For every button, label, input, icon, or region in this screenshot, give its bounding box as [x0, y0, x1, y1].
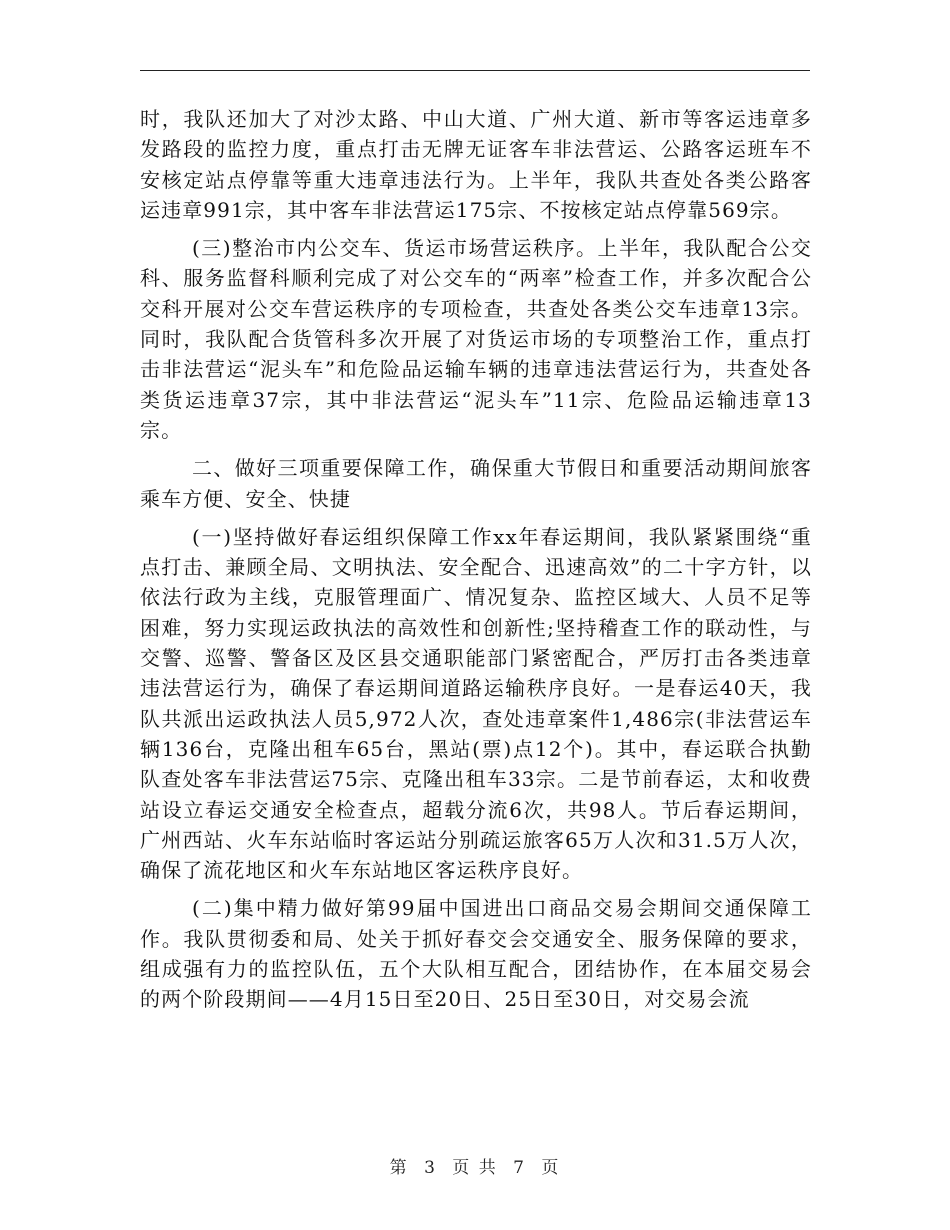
- paragraph-1: 时，我队还加大了对沙太路、中山大道、广州大道、新市等客运违章多发路段的监控力度，重点打击无牌无证客车非法营运、公路客运班车不安核定站点停靠等重大违章违法行为。上半年，我队共查处各类公路客运违章991宗，其中客车非法营运175宗、不按核定站点停靠569宗。: [140, 107, 812, 222]
- paragraph-2: (三)整治市内公交车、货运市场营运秩序。上半年，我队配合公交科、服务监督科顺利完成了对公交车的“两率”检查工作，并多次配合公交科开展对公交车营运秩序的专项检查，共查处各类公交车违章13宗。同时，我队配合货管科多次开展了对货运市场的专项整治工作，重点打击非法营运“泥头车”和危险品运输车辆的违章违法营运行为，共查处各类货运违章37宗，其中非法营运“泥头车”11宗、危险品运输违章13宗。: [140, 236, 812, 442]
- footer-total-pages: 7: [513, 1158, 526, 1178]
- document-body: [140, 104, 812, 1015]
- header-rule: [140, 70, 810, 71]
- paragraph-5: (二)集中精力做好第99届中国进出口商品交易会期间交通保障工作。我队贯彻委和局、处关于抓好春交会交通安全、服务保障的要求，组成强有力的监控队伍，五个大队相互配合，团结协作，在本届交易会的两个阶段期间——4月15日至20日、25日至30日，对交易会流: [140, 896, 812, 1012]
- page-footer: [0, 1153, 950, 1178]
- footer-suffix: 页: [541, 1158, 561, 1178]
- footer-prefix: 第: [389, 1158, 409, 1178]
- footer-current-page: 3: [424, 1158, 437, 1178]
- footer-middle: 页 共: [452, 1158, 498, 1178]
- paragraph-3-heading: 二、做好三项重要保障工作，确保重大节假日和重要活动期间旅客乘车方便、安全、快捷: [140, 456, 812, 511]
- paragraph-4: (一)坚持做好春运组织保障工作xx年春运期间，我队紧紧围绕“重点打击、兼顾全局、文明执法、安全配合、迅速高效”的二十字方针，以依法行政为主线，克服管理面广、情况复杂、监控区域大、人员不足等困难，努力实现运政执法的高效性和创新性;坚持稽查工作的联动性，与交警、巡警、警备区及区县交通职能部门紧密配合，严厉打击各类违章违法营运行为，确保了春运期间道路运输秩序良好。一是春运40天，我队共派出运政执法人员5,972人次，查处违章案件1,486宗(非法营运车辆136台，克隆出租车65台，黑站(票)点12个)。其中，春运联合执勤队查处客车非法营运75宗、克隆出租车33宗。二是节前春运，太和收费站设立春运交通安全检查点，超载分流6次，共98人。节后春运期间，广州西站、火车东站临时客运站分别疏运旅客65万人次和31.5万人次，确保了流花地区和火车东站地区客运秩序良好。: [140, 524, 812, 883]
